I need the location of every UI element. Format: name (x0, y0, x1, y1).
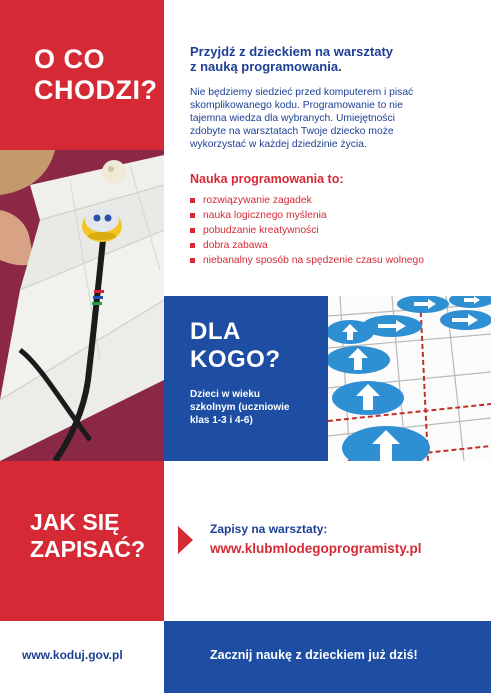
square-bullet-icon (190, 258, 195, 263)
for-whom-title (190, 318, 281, 374)
list-item-label: rozwiązywanie zagadek (203, 195, 312, 206)
robot-track-photo (0, 150, 164, 461)
for-whom-desc-line: klas 1-3 i 4-6) (190, 415, 253, 426)
triangle-right-icon (178, 526, 193, 554)
how-to-signup-block (0, 461, 164, 621)
footer-website-area (0, 621, 164, 693)
list-item-label: dobra zabawa (203, 240, 268, 251)
square-bullet-icon (190, 243, 195, 248)
intro-body-line: tajemna wiedza dla wybranych. Umiejętności (190, 113, 395, 124)
list-item-label: nauka logicznego myślenia (203, 210, 327, 221)
intro-body (190, 86, 475, 151)
intro-headline (190, 44, 475, 74)
intro-section (190, 44, 475, 151)
arrow-tiles-photo (328, 296, 491, 461)
for-whom-title-line2: KOGO? (190, 346, 281, 373)
what-title-line2: CHODZI? (34, 75, 158, 105)
list-item (190, 253, 480, 268)
list-item (190, 223, 480, 238)
for-whom-desc-line: szkolnym (uczniowie (190, 402, 290, 413)
intro-body-line: skomplikowanego kodu. Programowanie to nie (190, 100, 403, 111)
how-to-signup-title (30, 509, 145, 563)
learning-list (190, 193, 480, 268)
footer-slogan-area (164, 621, 491, 693)
what-is-it-title (34, 44, 157, 106)
list-item (190, 193, 480, 208)
list-item-label: niebanalny sposób na spędzenie czasu wolnego (203, 255, 424, 266)
what-is-it-block (0, 0, 164, 150)
list-item-label: pobudzanie kreatywności (203, 225, 319, 236)
intro-body-line: Nie będziemy siedzieć przed komputerem i pisać (190, 87, 414, 98)
signup-info (178, 522, 478, 562)
square-bullet-icon (190, 228, 195, 233)
how-title-line2: ZAPISAĆ? (30, 536, 145, 562)
for-whom-title-line1: DLA (190, 318, 241, 345)
list-item (190, 208, 480, 223)
for-whom-block (164, 296, 328, 461)
arrow-tiles-illustration (328, 296, 491, 461)
for-whom-desc-line: Dzieci w wieku (190, 389, 261, 400)
footer-slogan: Zacznij naukę z dzieckiem już dziś! (210, 648, 418, 662)
intro-body-line: wykorzystać w każdej dziedzinie życia. (190, 139, 367, 150)
square-bullet-icon (190, 198, 195, 203)
learning-section (190, 172, 480, 268)
for-whom-description (190, 388, 320, 427)
square-bullet-icon (190, 213, 195, 218)
intro-headline-line1: Przyjdź z dzieckiem na warsztaty (190, 44, 394, 59)
signup-url-link[interactable]: www.klubmlodegoprogramisty.pl (210, 541, 422, 556)
intro-headline-line2: z nauką programowania. (190, 59, 342, 74)
robot-track-illustration (0, 150, 164, 461)
footer-website-link[interactable]: www.koduj.gov.pl (22, 648, 123, 662)
what-title-line1: O CO (34, 44, 106, 74)
learning-heading: Nauka programowania to: (190, 172, 344, 186)
how-title-line1: JAK SIĘ (30, 509, 120, 535)
list-item (190, 238, 480, 253)
signup-label: Zapisy na warsztaty: (210, 522, 328, 536)
intro-body-line: zdobyte na warsztatach Twoje dziecko może (190, 126, 394, 137)
